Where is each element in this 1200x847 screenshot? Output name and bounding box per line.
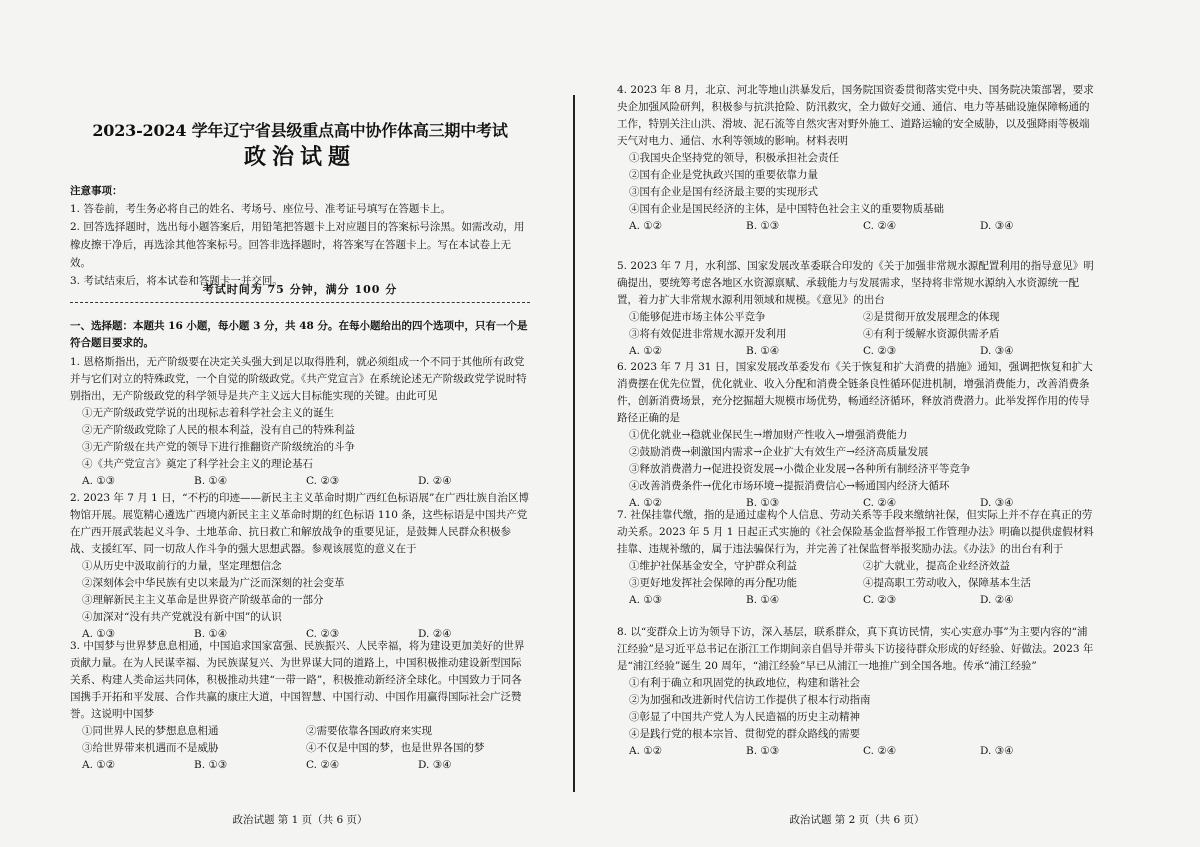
answer-choices <box>617 343 1097 360</box>
option: ②深刻体会中华民族有史以来最为广泛而深刻的社会变革 <box>82 577 345 589</box>
option: ④有利于缓解水资源供需矛盾 <box>863 328 1000 340</box>
exam-title: 2023-2024 学年辽宁省县级重点高中协作体高三期中考试 <box>92 121 508 140</box>
option: ②国有企业是党执政兴国的重要依靠力量 <box>629 169 818 181</box>
option: ④国有企业是国民经济的主体，是中国特色社会主义的重要物质基础 <box>629 203 944 215</box>
question-2 <box>70 490 530 643</box>
option: ③给世界带来机遇而不是威胁 <box>82 742 219 754</box>
answer-b: B. ①④ <box>746 594 780 606</box>
option: ④加深对“没有共产党就没有新中国”的认识 <box>82 611 282 623</box>
answer-a: A. ①② <box>629 220 663 232</box>
option: ②需要依靠各国政府来实现 <box>306 725 432 737</box>
exam-time: 考试时间为 75 分钟，满分 100 分 <box>202 283 398 296</box>
answer-choices <box>70 757 530 774</box>
answer-c: C. ②④ <box>863 497 897 509</box>
notice-section <box>70 182 530 290</box>
question-8 <box>617 624 1097 760</box>
answer-choices <box>617 218 1097 235</box>
option: ①我国央企坚持党的领导，积极承担社会责任 <box>629 152 839 164</box>
option: ①有利于确立和巩固党的执政地位，构建和谐社会 <box>629 677 860 689</box>
option-grid <box>617 558 1097 592</box>
answer-c: C. ②③ <box>306 475 340 487</box>
answer-a: A. ①③ <box>82 475 116 487</box>
section-heading: 一、选择题：本题共 16 小题，每小题 3 分，共 48 分。在每小题给出的四个选项中，只有一个是符合题目要求的。 <box>70 320 528 349</box>
answer-a: A. ①② <box>629 345 663 357</box>
answer-a: A. ①② <box>629 745 663 757</box>
answer-d: D. ②④ <box>980 594 1014 606</box>
option: ①从历史中汲取前行的力量，坚定理想信念 <box>82 560 282 572</box>
page-2 <box>617 0 1097 847</box>
question-stem: 3. 中国梦与世界梦息息相通，中国追求国家富强、民族振兴、人民幸福，将为建设更加美好的世界贡献力量。在为人民谋幸福、为民族谋复兴、为世界谋大同的道路上，中国积极推动建设新型国际关系、构建人类命运共同体，积极推动共建“一带一路”，积极推动新经济全球化。中国致力于同各国携手开拓和平发展、合作共赢的康庄大道，中国智慧、中国行动、中国作用赢得国际社会广泛赞誉。这说明中国梦 <box>70 640 525 720</box>
option: ④是践行党的根本宗旨、贯彻党的群众路线的需要 <box>629 728 860 740</box>
option: ④《共产党宣言》奠定了科学社会主义的理论基石 <box>82 458 313 470</box>
page-1 <box>70 0 530 847</box>
question-4 <box>617 82 1097 235</box>
option: ③更好地发挥社会保障的再分配功能 <box>629 577 797 589</box>
option: ③国有企业是国有经济最主要的实现形式 <box>629 186 818 198</box>
question-7 <box>617 507 1097 609</box>
answer-b: B. ①③ <box>746 497 780 509</box>
answer-b: B. ①③ <box>194 759 228 771</box>
answer-d: D. ②④ <box>418 475 452 487</box>
notice-heading: 注意事项： <box>70 185 123 197</box>
option: ①能够促进市场主体公平竞争 <box>629 311 766 323</box>
question-stem: 6. 2023 年 7 月 31 日，国家发展改革委发布《关于恢复和扩大消费的措施》通知，强调把恢复和扩大消费摆在优先位置，优化就业、收入分配和消费全链条良性循环促进机制，增强消费能力，改善消费条件，创新消费场景，充分挖掘超大规模市场优势，畅通经济循环，释放消费潜力。此举发挥作用的传导路径正确的是 <box>617 361 1093 424</box>
option: ①优化就业→稳就业保民生→增加财产性收入→增强消费能力 <box>629 429 908 441</box>
answer-d: D. ②④ <box>418 628 452 640</box>
answer-b: B. ①④ <box>194 628 228 640</box>
option: ③无产阶级在共产党的领导下进行推翻资产阶级统治的斗争 <box>82 441 355 453</box>
option: ④提高职工劳动收入，保障基本生活 <box>863 577 1031 589</box>
question-stem: 2. 2023 年 7 月 1 日，“不朽的印迹——新民主主义革命时期广西红色标语展”在广西壮族自治区博物馆开展。展览精心遴选广西境内新民主主义革命时期的红色标语 110 条，这些标语是中国共产党在广西开展武装起义斗争、土地革命、抗日救亡和解放战争的重要见证，是鼓舞人民群众积极参战、支援红军、同一切敌人作斗争的强大思想武器。参观该展览的意义在于 <box>70 492 529 555</box>
option-grid <box>617 309 1097 343</box>
answer-choices <box>70 473 530 490</box>
page-footer: 政治试题 第 2 页（共 6 页） <box>789 814 925 826</box>
notice-item: 1. 答卷前，考生务必将自己的姓名、考场号、座位号、准考证号填写在答题卡上。 <box>70 203 451 215</box>
option: ①无产阶级政党学说的出现标志着科学社会主义的诞生 <box>82 407 334 419</box>
answer-d: D. ③④ <box>980 220 1014 232</box>
question-stem: 7. 社保挂靠代缴，指的是通过虚构个人信息、劳动关系等手段来缴纳社保，但实际上并不存在真正的劳动关系。2023 年 5 月 1 日起正式实施的《社会保险基金监督举报工作管理办法》明确以提供虚假材料挂靠、违规补缴的，属于违法骗保行为，并完善了社保监督举报奖励办法。《办法》的出台有利于 <box>617 509 1094 555</box>
column-divider <box>573 95 575 792</box>
option: ②无产阶级政党除了人民的根本利益，没有自己的特殊利益 <box>82 424 355 436</box>
notice-item: 3. 考试结束后，将本试卷和答题卡一并交回。 <box>70 275 283 287</box>
answer-d: D. ③④ <box>980 345 1014 357</box>
answer-choices <box>617 743 1097 760</box>
answer-c: C. ②③ <box>863 594 897 606</box>
answer-b: B. ①③ <box>746 220 780 232</box>
answer-b: B. ①③ <box>746 745 780 757</box>
question-stem: 5. 2023 年 7 月，水利部、国家发展改革委联合印发的《关于加强非常规水源配置利用的指导意见》明确提出，要统筹考虑各地区水资源禀赋、承载能力与发展需求，坚持将非常规水源纳入水资源统一配置，着力扩大非常规水源利用领域和规模。《意见》的出台 <box>617 260 1094 306</box>
option: ①维护社保基金安全，守护群众利益 <box>629 560 797 572</box>
option: ④不仅是中国的梦，也是世界各国的梦 <box>306 742 485 754</box>
question-stem: 8. 以“变群众上访为领导下访，深入基层，联系群众，真下真访民情，实心实意办事”为主要内容的“浦江经验”是习近平总书记在浙江工作期间亲自倡导并带头下访接待群众形成的好经验、好做法。2023 年是“浦江经验”诞生 20 周年，“浦江经验”早已从浦江一地推广到全国各地。传承“浦江经验” <box>617 626 1094 672</box>
question-3 <box>70 638 530 774</box>
answer-a: A. ①② <box>629 497 663 509</box>
answer-a: A. ①③ <box>629 594 663 606</box>
question-stem: 4. 2023 年 8 月，北京、河北等地山洪暴发后，国务院国资委贯彻落实党中央、国务院决策部署，要求央企加强风险研判，积极参与抗洪抢险、防汛救灾，全力做好交通、通信、电力等基础设施保障畅通的工作，特别关注山洪、滑坡、泥石流等自然灾害对野外施工、道路运输的安全威胁，以及强降雨等极端天气对电力、通信、水利等领域的影响。材料表明 <box>617 84 1094 147</box>
option: ②是贯彻开放发展理念的体现 <box>863 311 1000 323</box>
answer-d: D. ③④ <box>980 497 1014 509</box>
notice-item: 2. 回答选择题时，选出每小题答案后，用铅笔把答题卡上对应题目的答案标号涂黑。如需改动，用橡皮擦干净后，再选涂其他答案标号。回答非选择题时，将答案写在答题卡上。写在本试卷上无效。 <box>70 221 525 269</box>
option: ③将有效促进非常规水源开发利用 <box>629 328 787 340</box>
option: ③理解新民主主义革命是世界资产阶级革命的一部分 <box>82 594 324 606</box>
option: ②为加强和改进新时代信访工作提供了根本行动指南 <box>629 694 871 706</box>
answer-d: D. ③④ <box>980 745 1014 757</box>
answer-b: B. ①④ <box>746 345 780 357</box>
answer-c: C. ②④ <box>863 220 897 232</box>
answer-c: C. ②③ <box>863 345 897 357</box>
option: ③彰显了中国共产党人为人民造福的历史主动精神 <box>629 711 860 723</box>
page-footer: 政治试题 第 1 页（共 6 页） <box>232 814 368 826</box>
answer-a: A. ①② <box>82 759 116 771</box>
divider <box>70 302 530 303</box>
option: ④改善消费条件→优化市场环境→提振消费信心→畅通国内经济大循环 <box>629 480 950 492</box>
option-grid <box>70 723 530 757</box>
option: ③释放消费潜力→促进投资发展→小微企业发展→各种所有制经济平等竞争 <box>629 463 971 475</box>
answer-c: C. ②③ <box>306 628 340 640</box>
answer-b: B. ①④ <box>194 475 228 487</box>
question-stem: 1. 恩格斯指出，无产阶级要在决定关头强大到足以取得胜利，就必须组成一个不同于其他所有政党并与它们对立的特殊政党，一个自觉的阶级政党。《共产党宣言》在系统论述无产阶级政党学说时特别指出，无产阶级政党的科学领导是共产主义远大目标能实现的关键。由此可见 <box>70 356 527 402</box>
option: ②鼓励消费→刺激国内需求→企业扩大有效生产→经济高质量发展 <box>629 446 929 458</box>
answer-c: C. ②④ <box>306 759 340 771</box>
option: ①同世界人民的梦想息息相通 <box>82 725 219 737</box>
answer-c: C. ②④ <box>863 745 897 757</box>
question-6 <box>617 359 1097 512</box>
answer-a: A. ①③ <box>82 628 116 640</box>
option: ②扩大就业，提高企业经济效益 <box>863 560 1010 572</box>
exam-subtitle: 政治试题 <box>243 144 356 170</box>
answer-d: D. ③④ <box>418 759 452 771</box>
answer-choices <box>617 592 1097 609</box>
question-5 <box>617 258 1097 360</box>
question-1 <box>70 354 530 490</box>
